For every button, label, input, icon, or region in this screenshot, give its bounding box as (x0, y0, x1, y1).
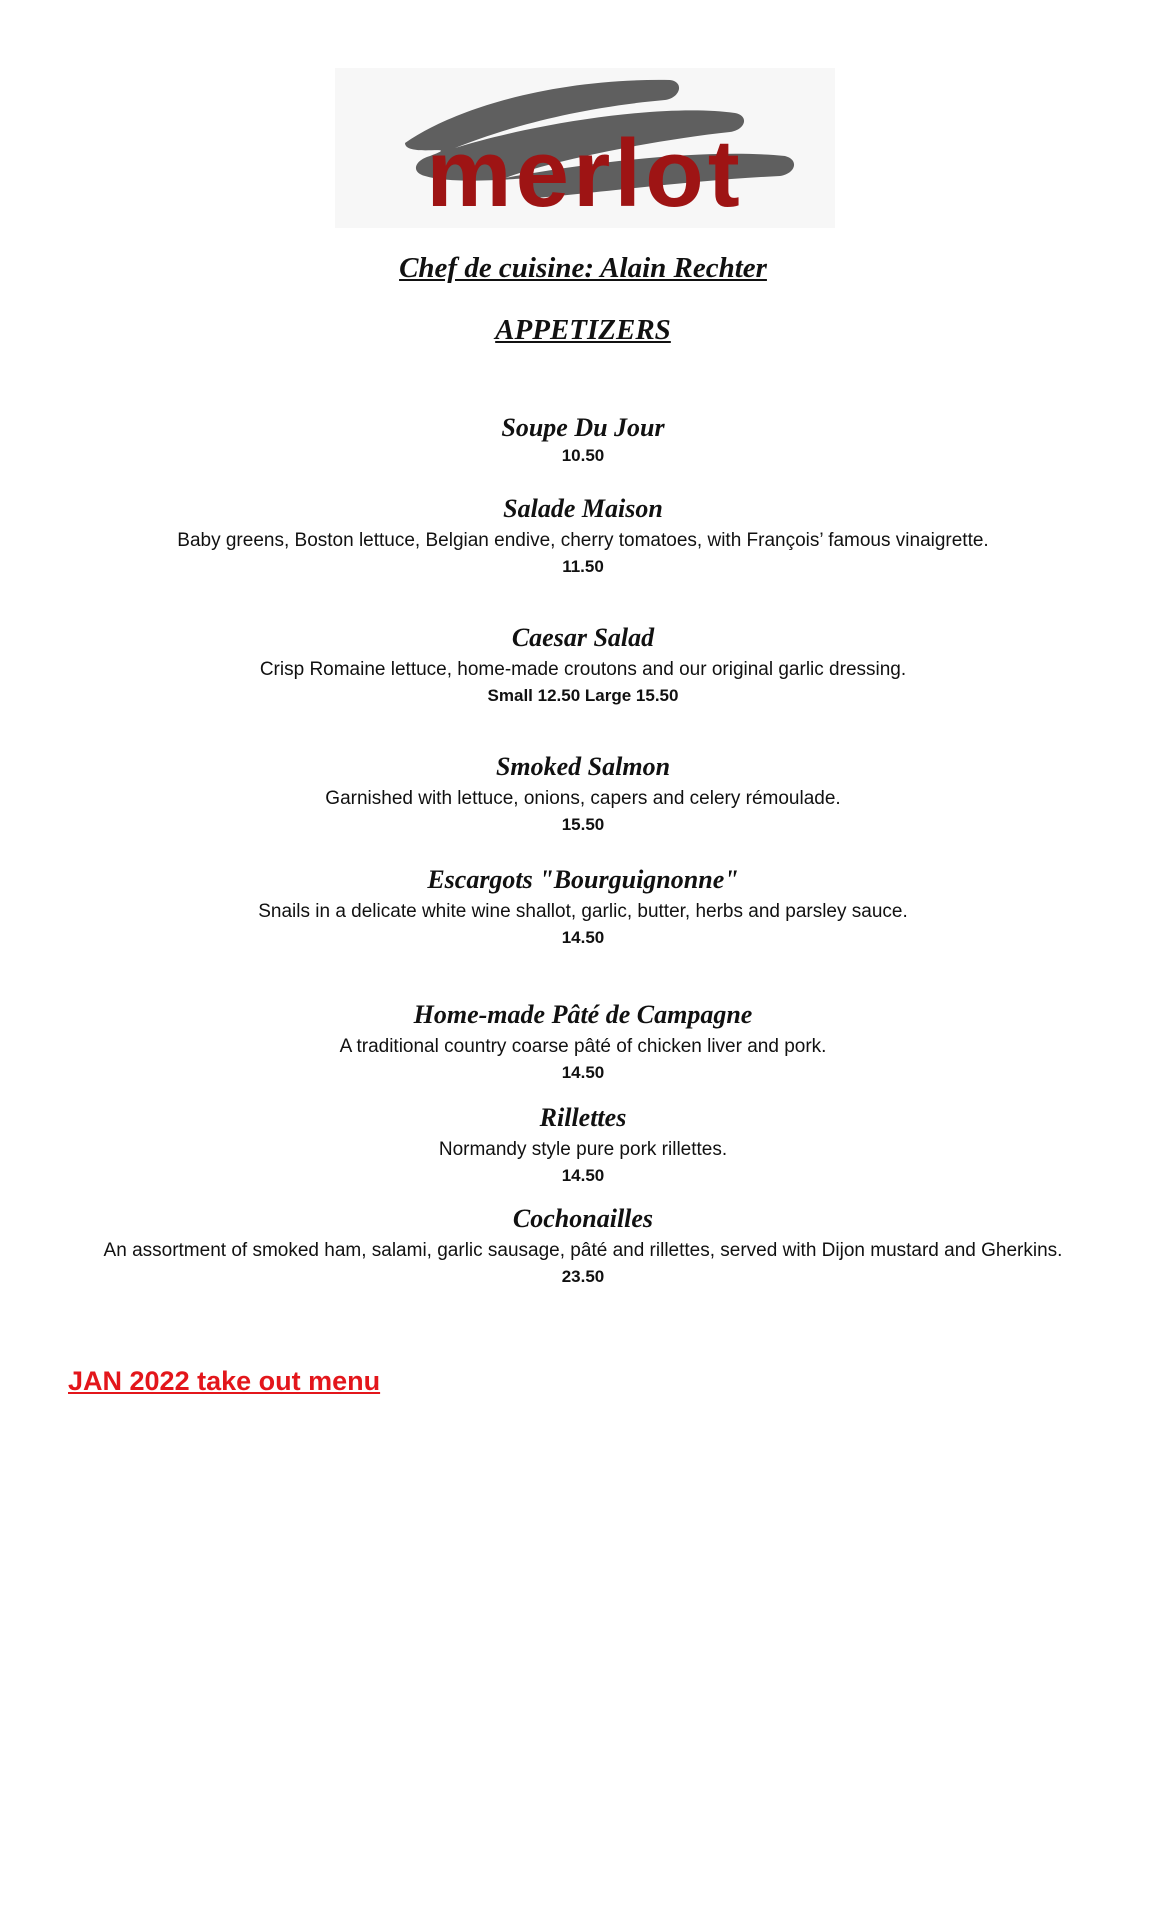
take-out-menu-note: JAN 2022 take out menu (68, 1366, 381, 1396)
item-name: Cochonailles (512, 1204, 654, 1233)
item-name: Salade Maison (503, 494, 663, 523)
section-title: APPETIZERS (495, 314, 671, 346)
item-description: A traditional country coarse pâté of chicken liver and pork. (339, 1036, 827, 1057)
item-description: An assortment of smoked ham, salami, garlic sausage, pâté and rillettes, served with Dijon mustard and Gherkins. (103, 1240, 1063, 1261)
item-description: Garnished with lettuce, onions, capers and celery rémoulade. (325, 788, 841, 809)
item-price: 14.50 (561, 928, 605, 947)
menu-item (80, 1203, 1086, 1289)
item-name: Caesar Salad (511, 623, 655, 652)
menu-item (80, 493, 1086, 579)
item-price: Small 12.50 Large 15.50 (487, 686, 679, 705)
menu-item (80, 864, 1086, 950)
menu-item (80, 1102, 1086, 1188)
item-price: 14.50 (561, 1166, 605, 1185)
item-price: 23.50 (561, 1267, 605, 1286)
menu-item (80, 412, 1086, 468)
item-description: Crisp Romaine lettuce, home-made croutons and our original garlic dressing. (259, 659, 907, 680)
menu-item (80, 999, 1086, 1085)
item-name: Rillettes (539, 1103, 627, 1132)
menu-item (80, 751, 1086, 837)
logo-wordmark: merlot (426, 120, 744, 227)
item-description: Normandy style pure pork rillettes. (438, 1139, 728, 1160)
chef-line: Chef de cuisine: Alain Rechter (399, 252, 767, 284)
item-name: Soupe Du Jour (501, 413, 665, 442)
item-description: Baby greens, Boston lettuce, Belgian endive, cherry tomatoes, with François’ famous vinaigrette. (177, 530, 989, 551)
item-price: 10.50 (561, 446, 605, 465)
item-name: Smoked Salmon (495, 752, 671, 781)
item-name: Escargots "Bourguignonne" (427, 865, 739, 894)
item-price: 14.50 (561, 1063, 605, 1082)
menu-item (80, 622, 1086, 708)
merlot-logo (335, 68, 835, 228)
item-name: Home-made Pâté de Campagne (413, 1000, 753, 1029)
item-price: 15.50 (561, 815, 605, 834)
item-price: 11.50 (562, 557, 604, 576)
item-description: Snails in a delicate white wine shallot, garlic, butter, herbs and parsley sauce. (258, 901, 908, 922)
